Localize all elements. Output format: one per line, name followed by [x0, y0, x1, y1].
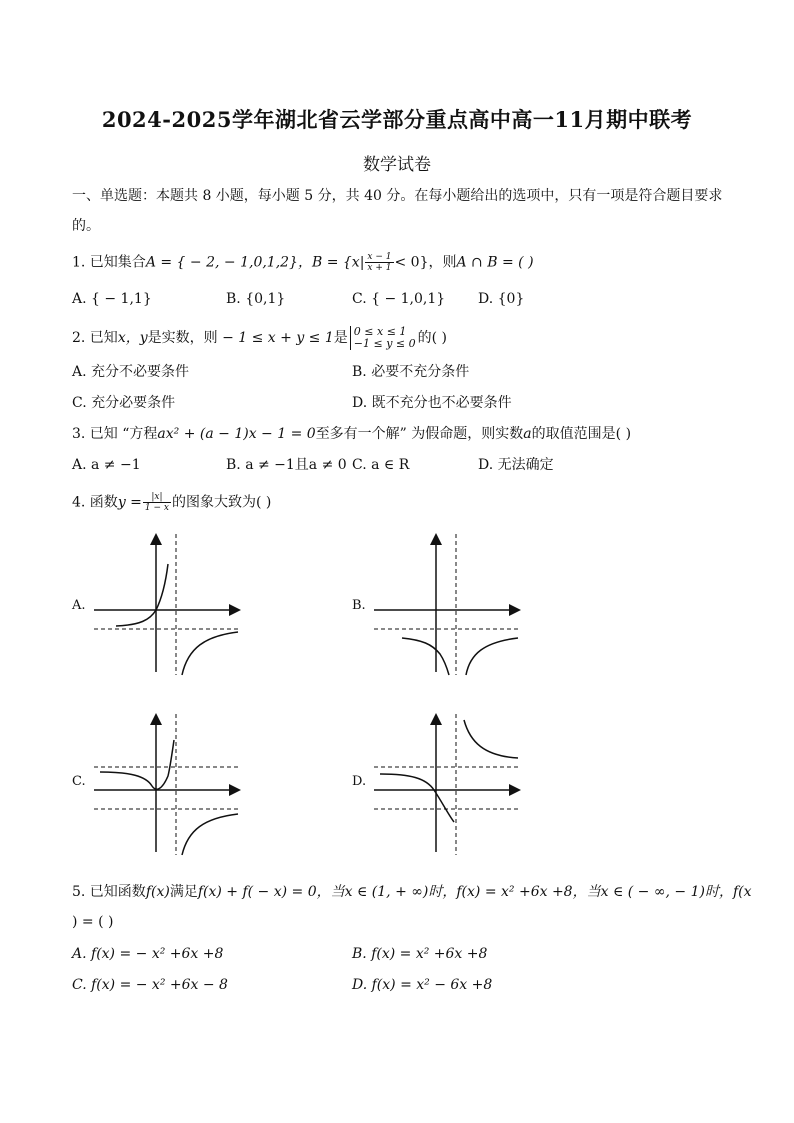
curve-left — [380, 774, 454, 822]
q1-ask: A ∩ B = ( ) — [456, 254, 534, 271]
q5-end: f(x — [732, 884, 752, 900]
q1-option-b: B. {0,1} — [226, 291, 286, 307]
graph-d-label: D. — [352, 774, 367, 789]
graph-c-label: C. — [72, 774, 86, 789]
q4-fraction — [143, 492, 171, 513]
graph-d — [370, 710, 530, 860]
q3-text-pre: 3. 已知 “方程 — [72, 426, 158, 442]
q5-cond2: 当x ∈ ( − ∞, − 1)时， — [586, 884, 733, 900]
q3-tail: 的取值范围是( ) — [531, 426, 632, 442]
q2-sys-line2: −1 ≤ y ≤ 0 — [353, 337, 416, 350]
q3-option-c: C. a ∈ R — [352, 457, 410, 473]
q1-frac-num: x − 1 — [367, 252, 392, 262]
curve-left — [100, 740, 174, 789]
q5-def: f(x) = x² +6x +8， — [456, 884, 587, 900]
q2-prefix: 2. 已知 — [72, 330, 118, 346]
curve-right — [464, 720, 518, 758]
q3-option-a: A. a ≠ −1 — [72, 457, 141, 473]
graph-b-label: B. — [352, 598, 366, 613]
page-subtitle: 数学试卷 — [363, 155, 431, 175]
q1-set-b-post: < 0}，则 — [394, 254, 457, 271]
curve-right — [466, 638, 518, 675]
q5-option-b: B. f(x) = x² +6x +8 — [352, 946, 488, 962]
q5-eq: f(x) + f( − x) = 0， — [197, 884, 331, 900]
curve-right — [182, 814, 238, 855]
q3-var: a — [523, 426, 532, 442]
q5-fx: f(x) — [145, 884, 170, 900]
question-5 — [72, 882, 752, 902]
q5-option-a: A. f(x) = − x² +6x +8 — [72, 946, 224, 962]
section-heading-cont: 的。 — [72, 218, 100, 234]
question-2 — [72, 326, 447, 350]
q2-option-d: D. 既不充分也不必要条件 — [352, 395, 512, 411]
q2-system — [350, 326, 416, 350]
q3-option-d: D. 无法确定 — [478, 457, 554, 473]
q4-frac-num: |x| — [143, 492, 171, 503]
q1-option-d: D. {0} — [478, 291, 525, 307]
q2-cond: − 1 ≤ x + y ≤ 1 — [217, 330, 334, 346]
q2-mid: 是实数，则 — [147, 330, 218, 346]
q2-is: 是 — [333, 330, 348, 346]
question-3 — [72, 424, 631, 444]
q2-option-a: A. 充分不必要条件 — [72, 364, 190, 380]
q2-suffix: 的( ) — [417, 330, 448, 346]
q1-set-a: A = { − 2, − 1,0,1,2}， — [145, 254, 312, 271]
q1-option-c: C. { − 1,0,1} — [352, 291, 446, 307]
question-4 — [72, 492, 271, 513]
q1-option-a: A. { − 1,1} — [72, 291, 152, 307]
q4-suffix: 的图象大致为( ) — [171, 494, 272, 511]
curve-right — [182, 632, 238, 675]
curve-left — [116, 564, 168, 626]
q5-cond1: 当x ∈ (1, + ∞)时， — [330, 884, 457, 900]
q3-option-b: B. a ≠ −1且a ≠ 0 — [226, 457, 347, 473]
q5-option-d: D. f(x) = x² − 6x +8 — [352, 977, 493, 993]
q1-frac-den: x + 1 — [367, 263, 392, 273]
q5-mid: 满足 — [169, 884, 198, 900]
q4-frac-den: 1 − x — [144, 503, 169, 513]
q2-vars: x，y — [117, 330, 148, 346]
q2-sys-line1: 0 ≤ x ≤ 1 — [353, 325, 407, 338]
q5-option-c: C. f(x) = − x² +6x − 8 — [72, 977, 228, 993]
section-heading: 一、单选题：本题共 8 小题，每小题 5 分，共 40 分。在每小题给出的选项中，只有一项是符合题目要求 — [72, 188, 723, 204]
q1-fraction — [365, 252, 393, 273]
graph-c — [90, 710, 250, 860]
q1-prefix: 1. 已知集合 — [72, 254, 146, 271]
curve-left — [402, 638, 449, 675]
graph-a-label: A. — [72, 598, 86, 613]
q4-prefix: 4. 函数 — [72, 494, 118, 511]
graph-b — [370, 530, 530, 680]
q3-equation: ax² + (a − 1)x − 1 = 0 — [157, 426, 316, 442]
q1-set-b-pre: B = {x| — [311, 254, 365, 271]
q5-prefix: 5. 已知函数 — [72, 884, 146, 900]
q2-option-b: B. 必要不充分条件 — [352, 364, 470, 380]
question-1 — [72, 252, 534, 273]
q4-fn: y = — [117, 494, 142, 511]
q2-option-c: C. 充分必要条件 — [72, 395, 176, 411]
graph-a — [90, 530, 250, 680]
page-title: 2024-2025学年湖北省云学部分重点高中高一11月期中联考 — [101, 107, 693, 132]
q3-text-post: 至多有一个解” 为假命题，则实数 — [315, 426, 524, 442]
q5-line2: ) = ( ) — [72, 914, 114, 930]
